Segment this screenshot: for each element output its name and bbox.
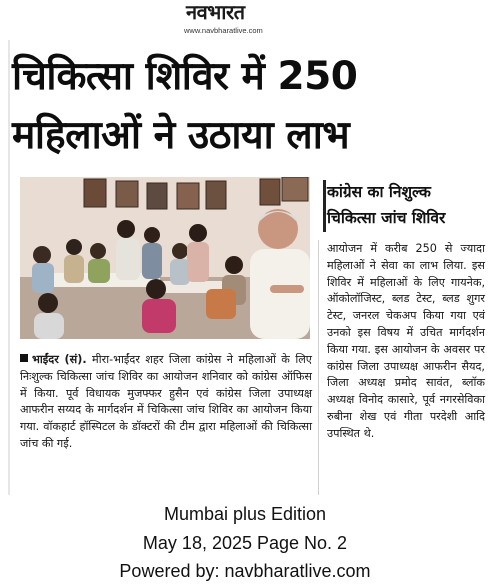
news-photo — [20, 177, 310, 339]
newspaper-url[interactable]: www.navbharatlive.com — [184, 26, 263, 35]
column-divider — [318, 240, 319, 495]
sidebar-headline-line-1: कांग्रेस का निशुल्क — [327, 183, 431, 201]
footer-edition: Mumbai plus Edition — [163, 504, 327, 524]
bullet-square-icon — [20, 354, 28, 362]
headline-line-2: महिलाओं ने उठाया लाभ — [12, 113, 350, 158]
article-right-column — [327, 241, 485, 443]
news-photo-illustration — [20, 177, 310, 339]
article-left-column — [20, 352, 312, 453]
article-left-text: मीरा-भाईंदर शहर जिला कांग्रेस ने महिलाओं के लिए निःशुल्क चिकित्सा जांच शिविर का आयोजन शनिवार को कांग्रेस ऑफिस में किया. पूर्व विधायक मुजफ्फर हुसैन एवं कांग्रेस जिला उपाध्यक्ष आफरीन सय्यद के मार्गदर्शन में चिकित्सा जांच शिविर का आयोजन किया गया. वॉकहार्ट हॉस्पिटल के डॉक्टरों की टीम द्वारा महिलाओं की चिकित्सा जांच की गई. — [20, 353, 312, 450]
newspaper-logo: नवभारत — [186, 0, 245, 24]
headline-line-1: चिकित्सा शिविर में 250 — [12, 54, 358, 99]
page-edge-rule — [8, 40, 10, 495]
masthead — [0, 0, 490, 44]
sidebar-headline — [323, 178, 483, 234]
article-dateline: भाईंदर (सं). — [32, 353, 87, 366]
footer-date-page: May 18, 2025 Page No. 2 — [142, 533, 348, 553]
article-left-paragraph — [20, 352, 312, 453]
footer-powered-by: Powered by: navbharatlive.com — [119, 561, 371, 581]
sidebar-headline-line-2: चिकित्सा जांच शिविर — [327, 209, 446, 227]
article-right-text: आयोजन में करीब 250 से ज्यादा महिलाओं ने सेवा का लाभ लिया. इस शिविर में महिलाओं के लिए गायनेक, ऑकोलॉजिस्ट, ब्लड टेस्ट, ब्लड शुगर टेस्ट, जनरल चेकअप किया गया एवं उनको इस विषय में उचित मार्गदर्शन किया गया. इस आयोजन के अवसर पर कांग्रेस जिला उपाध्यक्ष आफरीन सैयद, जिला अध्यक्ष प्रमोद सावंत, ब्लॉक अध्यक्ष विनोद कासारे, पूर्व नगरसेविका रुबीना शेख एवं गीता परदेशी आदि उपस्थित थे. — [327, 242, 485, 440]
